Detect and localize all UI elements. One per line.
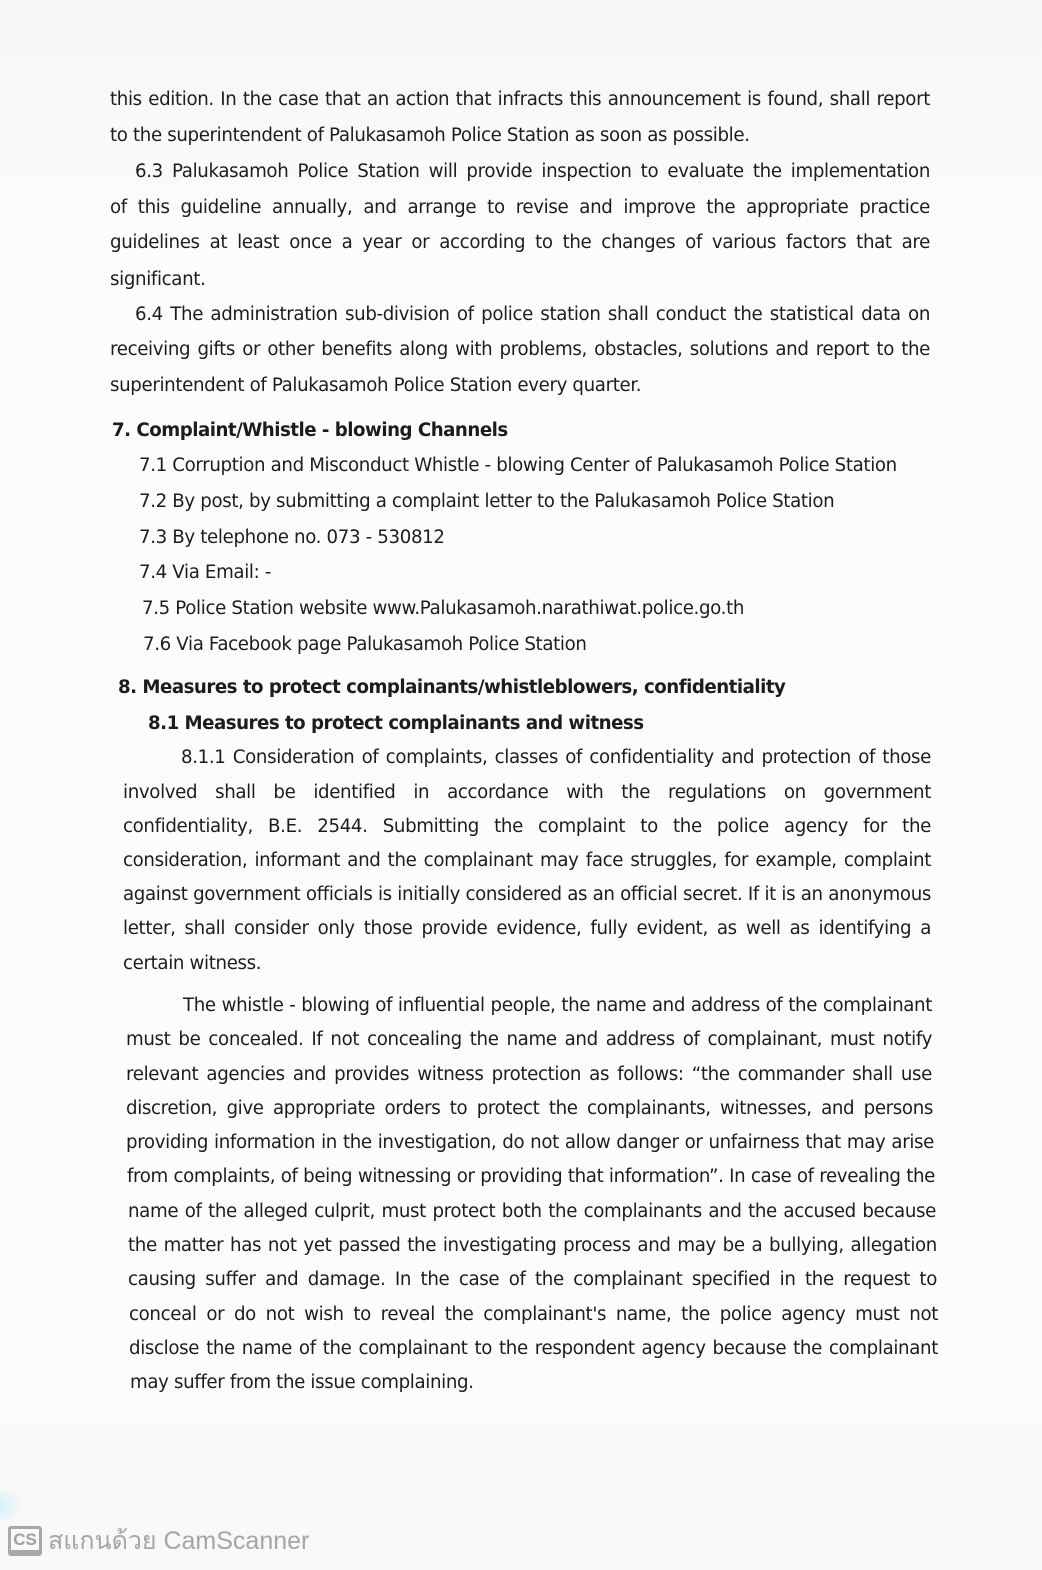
camscanner-watermark [8,1521,309,1561]
paragraph-whistle-line: conceal or do not wish to reveal the complainant's name, the police agency must not [129,1304,938,1325]
paragraph-8-1-1-line: against government officials is initially considered as an official secret. If it is an anonymous [123,884,931,905]
paragraph-8-1-1-line: certain witness. [123,953,262,974]
channel-item: 7.5 Police Station website www.Palukasamoh.narathiwat.police.go.th [142,598,745,619]
paragraph-whistle-line: from complaints, of being witnessing or providing that information”. In case of revealing the [127,1166,935,1187]
paragraph-whistle-line: The whistle - blowing of influential people, the name and address of the complainant [183,995,932,1016]
paragraph-6-4-line: receiving gifts or other benefits along with problems, obstacles, solutions and report to the [110,339,930,360]
paragraph-whistle-line: must be concealed. If not concealing the name and address of complainant, must notify [126,1029,932,1050]
channel-item: 7.4 Via Email: - [139,562,272,583]
paragraph-6-3-line: guidelines at least once a year or according to the changes of various factors that are [110,232,930,253]
paragraph-whistle-line: the matter has not yet passed the investigating process and may be a bullying, allegation [128,1235,937,1256]
channel-item: 7.1 Corruption and Misconduct Whistle - blowing Center of Palukasamoh Police Station [139,455,897,476]
paragraph-whistle-line: name of the alleged culprit, must protect both the complainants and the accused because [128,1201,936,1222]
section-7-heading: 7. Complaint/Whistle - blowing Channels [112,420,508,441]
paragraph-8-1-1-line: letter, shall consider only those provide evidence, fully evident, as well as identifying a [123,918,931,939]
paragraph-6-2-line: this edition. In the case that an action that infracts this announcement is found, shall report [110,89,930,110]
paragraph-8-1-1-line: 8.1.1 Consideration of complaints, classes of confidentiality and protection of those [181,747,931,768]
paragraph-whistle-line: relevant agencies and provides witness protection as follows: “the commander shall use [126,1064,932,1085]
paragraph-6-2-line: to the superintendent of Palukasamoh Police Station as soon as possible. [110,125,750,146]
paragraph-6-3-line: of this guideline annually, and arrange to revise and improve the appropriate practice [110,197,930,218]
paragraph-6-4-line: superintendent of Palukasamoh Police Station every quarter. [110,375,642,396]
paragraph-8-1-1-line: confidentiality, B.E. 2544. Submitting the complaint to the police agency for the [123,816,931,837]
paragraph-8-1-1-line: consideration, informant and the complainant may face struggles, for example, complaint [123,850,931,871]
paragraph-6-3-line: significant. [110,269,206,290]
paragraph-whistle-line: may suffer from the issue complaining. [130,1372,474,1393]
channel-item: 7.6 Via Facebook page Palukasamoh Police Station [143,634,587,655]
scan-artifact [0,1490,30,1520]
paragraph-whistle-line: providing information in the investigation, do not allow danger or unfairness that may arise [126,1132,934,1153]
paragraph-8-1-1-line: involved shall be identified in accordance with the regulations on government [123,782,931,803]
section-8-1-subheading: 8.1 Measures to protect complainants and witness [148,713,644,734]
watermark-text: สแกนด้วย CamScanner [48,1527,310,1555]
section-8-heading: 8. Measures to protect complainants/whistleblowers, confidentiality [118,677,786,698]
camscanner-logo-icon: CS [8,1526,42,1556]
paragraph-whistle-line: discretion, give appropriate orders to protect the complainants, witnesses, and persons [126,1098,933,1119]
channel-item: 7.3 By telephone no. 073 - 530812 [139,527,445,548]
paragraph-6-4-line: 6.4 The administration sub-division of police station shall conduct the statistical data on [135,304,930,325]
paragraph-whistle-line: causing suffer and damage. In the case of the complainant specified in the request to [128,1269,937,1290]
paragraph-6-3-line: 6.3 Palukasamoh Police Station will provide inspection to evaluate the implementation [135,161,930,182]
paragraph-whistle-line: disclose the name of the complainant to the respondent agency because the complainant [129,1338,938,1359]
channel-item: 7.2 By post, by submitting a complaint letter to the Palukasamoh Police Station [139,491,835,512]
